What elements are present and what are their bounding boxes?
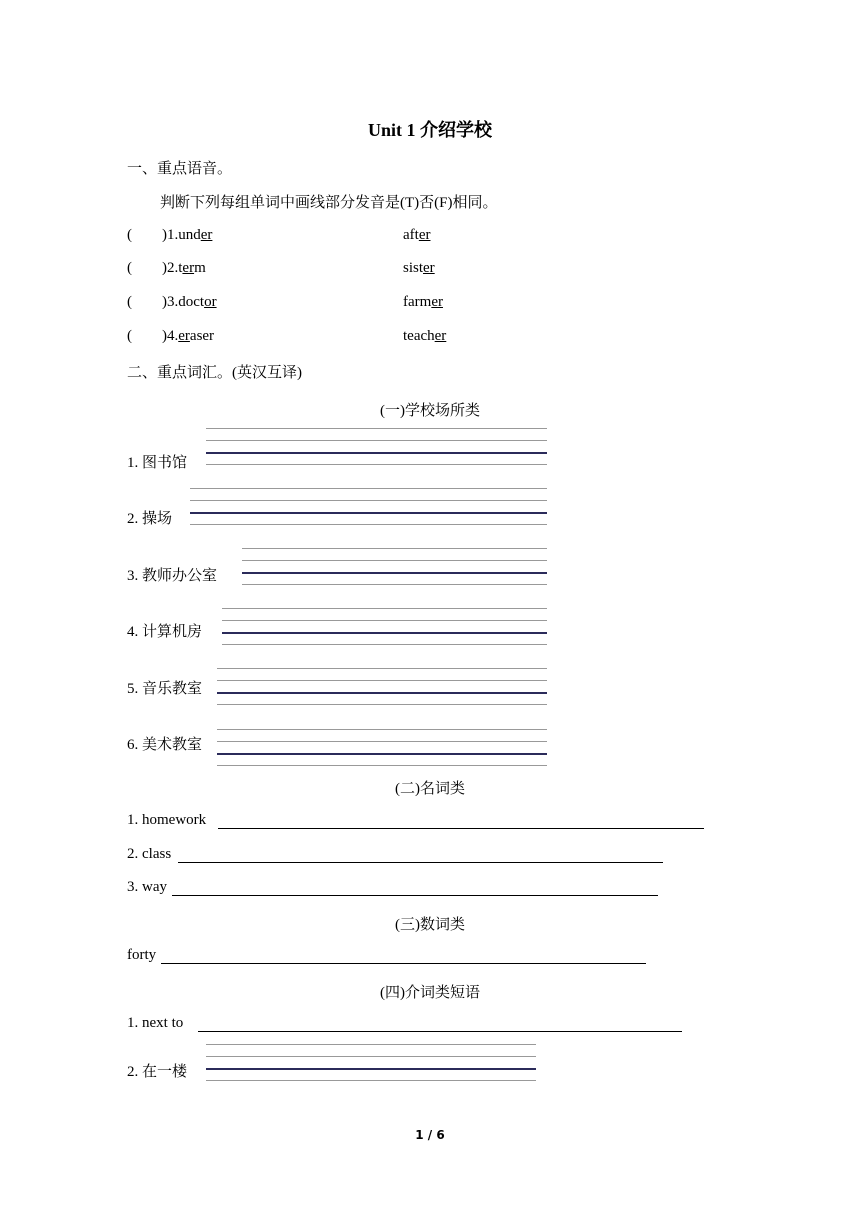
writing-lines[interactable] [217,729,547,773]
answer-blank[interactable]: ( ) [127,227,167,243]
section1-instruction: 判断下列每组单词中画线部分发音是(T)否(F)相同。 [160,195,498,211]
answer-line[interactable] [161,962,646,964]
phonetics-item [127,328,214,345]
word-a: eraser [178,328,215,344]
word-b: sister [403,260,435,276]
noun-class: 2. class [127,846,172,862]
category-school-places: (一)学校场所类 [380,403,480,419]
place-art-room: 6. 美术教室 [127,737,203,753]
item-number: 3. [167,294,179,310]
answer-line[interactable] [198,1030,682,1032]
answer-line[interactable] [178,861,663,863]
place-library: 1. 图书馆 [127,455,188,471]
item-number: 2. [167,260,179,276]
noun-way: 3. way [127,879,167,895]
phonetics-item [127,294,217,311]
answer-blank[interactable]: ( ) [127,260,167,276]
phonetics-item [127,227,212,244]
word-b: farmer [403,294,443,310]
place-computer-room: 4. 计算机房 [127,624,203,640]
page-number: 1 / 6 [415,1128,445,1142]
writing-lines[interactable] [217,668,547,712]
page-title: Unit 1 介绍学校 [367,120,492,140]
category-numerals: (三)数词类 [395,917,465,933]
phonetics-item [127,260,206,277]
category-prepositional-phrases: (四)介词类短语 [380,985,480,1001]
answer-line[interactable] [172,894,658,896]
answer-blank[interactable]: ( ) [127,328,167,344]
noun-homework: 1. homework [127,812,207,828]
word-b: teacher [403,328,447,344]
answer-line[interactable] [218,827,704,829]
writing-lines[interactable] [242,548,547,592]
word-a: doctor [178,294,217,310]
numeral-forty: forty [127,947,157,963]
place-playground: 2. 操场 [127,511,173,527]
item-number: 1. [167,227,179,243]
answer-blank[interactable]: ( ) [127,294,167,310]
place-music-room: 5. 音乐教室 [127,681,203,697]
item-number: 4. [167,328,179,344]
phrase-first-floor: 2. 在一楼 [127,1064,188,1080]
category-nouns: (二)名词类 [395,781,465,797]
section1-heading: 一、重点语音。 [127,161,233,177]
place-teachers-office: 3. 教师办公室 [127,568,218,584]
writing-lines[interactable] [222,608,547,652]
word-b: after [403,227,431,243]
word-a: term [178,260,206,276]
writing-lines[interactable] [206,1044,536,1088]
writing-lines[interactable] [190,488,547,532]
word-a: under [178,227,213,243]
section2-heading: 二、重点词汇。(英汉互译) [127,365,302,381]
writing-lines[interactable] [206,428,547,472]
phrase-next-to: 1. next to [127,1015,184,1031]
